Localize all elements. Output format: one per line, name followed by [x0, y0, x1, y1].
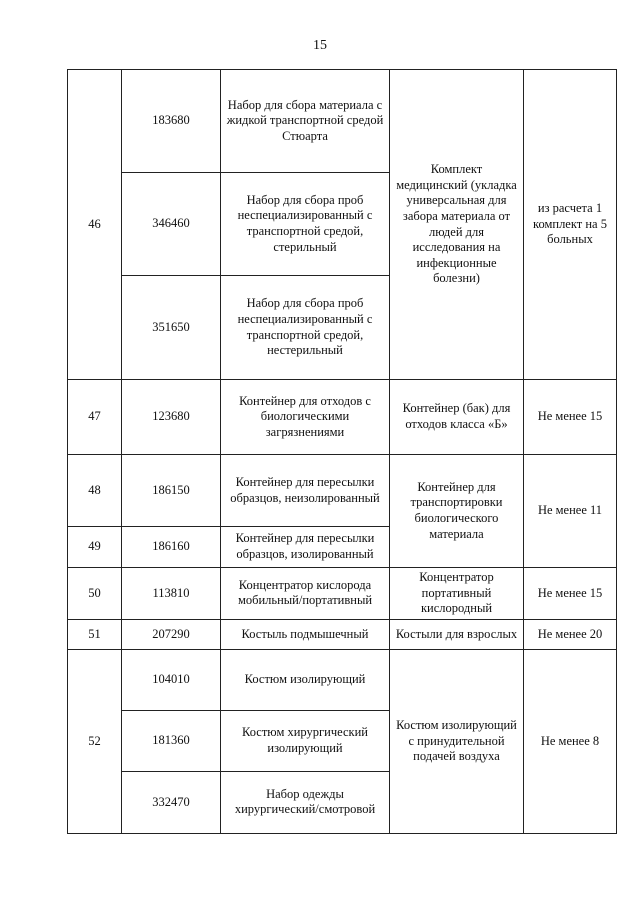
item-name: Контейнер для пересылки образцов, неизолированный	[221, 455, 390, 527]
row-number: 48	[68, 455, 122, 527]
quantity: Не менее 15	[524, 568, 617, 620]
item-name: Костюм изолирующий	[221, 649, 390, 710]
item-name: Набор для сбора проб неспециализированный с транспортной средой, нестерильный	[221, 276, 390, 380]
quantity: из расчета 1 комплект на 5 больных	[524, 70, 617, 380]
quantity: Не менее 20	[524, 619, 617, 649]
table-row	[68, 568, 617, 620]
item-code: 123680	[122, 380, 221, 455]
row-number: 51	[68, 619, 122, 649]
row-number: 46	[68, 70, 122, 380]
item-code: 332470	[122, 771, 221, 833]
item-name: Набор одежды хирургический/смотровой	[221, 771, 390, 833]
row-number: 47	[68, 380, 122, 455]
item-name: Набор для сбора материала с жидкой транспортной средой Стюарта	[221, 70, 390, 173]
item-name: Контейнер для отходов с биологическими загрязнениями	[221, 380, 390, 455]
item-name: Концентратор кислорода мобильный/портативный	[221, 568, 390, 620]
product-name: Костюм изолирующий с принудительной подачей воздуха	[390, 649, 524, 833]
quantity: Не менее 8	[524, 649, 617, 833]
product-name: Костыли для взрослых	[390, 619, 524, 649]
item-code: 113810	[122, 568, 221, 620]
quantity: Не менее 11	[524, 455, 617, 568]
table-row	[68, 649, 617, 710]
row-number: 52	[68, 649, 122, 833]
item-code: 351650	[122, 276, 221, 380]
item-name: Костюм хирургический изолирующий	[221, 710, 390, 771]
product-name: Контейнер для транспортировки биологического материала	[390, 455, 524, 568]
row-number: 49	[68, 527, 122, 568]
item-name: Контейнер для пересылки образцов, изолированный	[221, 527, 390, 568]
table-row	[68, 380, 617, 455]
table-row	[68, 619, 617, 649]
item-code: 207290	[122, 619, 221, 649]
item-name: Костыль подмышечный	[221, 619, 390, 649]
item-code: 186150	[122, 455, 221, 527]
row-number: 50	[68, 568, 122, 620]
item-code: 346460	[122, 173, 221, 276]
item-code: 181360	[122, 710, 221, 771]
equipment-table	[67, 69, 617, 834]
product-name: Контейнер (бак) для отходов класса «Б»	[390, 380, 524, 455]
product-name: Комплект медицинский (укладка универсальная для забора материала от людей для исследования на инфекционные болезни)	[390, 70, 524, 380]
table-row	[68, 70, 617, 173]
item-name: Набор для сбора проб неспециализированный с транспортной средой, стерильный	[221, 173, 390, 276]
page-number: 15	[313, 38, 327, 53]
item-code: 104010	[122, 649, 221, 710]
item-code: 183680	[122, 70, 221, 173]
equipment-table-wrapper	[67, 69, 617, 834]
product-name: Концентратор портативный кислородный	[390, 568, 524, 620]
table-row	[68, 455, 617, 527]
item-code: 186160	[122, 527, 221, 568]
quantity: Не менее 15	[524, 380, 617, 455]
